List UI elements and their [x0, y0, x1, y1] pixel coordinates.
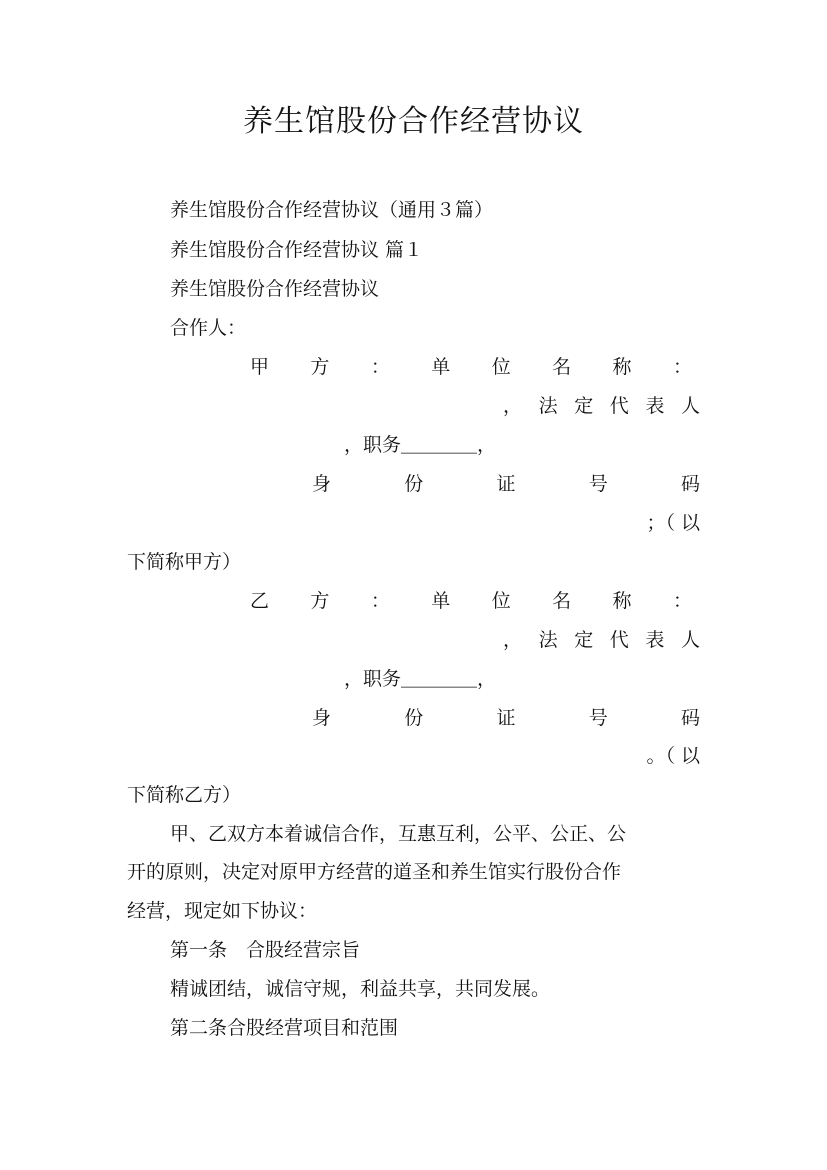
char: ： [672, 590, 692, 612]
preamble-line-2: 开的原则，决定对原甲方经营的道圣和养生馆实行股份合作 [127, 861, 622, 883]
subtitle-plain: 养生馆股份合作经营协议 [170, 278, 380, 300]
char: ， [503, 629, 523, 651]
char: 表 [645, 629, 665, 651]
char: 代 [609, 395, 629, 417]
party-b-id-number [312, 704, 700, 732]
char: 名 [552, 356, 572, 378]
party-a-id-number [312, 470, 700, 498]
char: 单 [431, 590, 451, 612]
char: ： [370, 356, 390, 378]
char: 位 [491, 590, 511, 612]
party-b-abbrev: 下简称乙方） [127, 784, 242, 806]
char: 份 [404, 707, 424, 729]
char: ： [672, 356, 692, 378]
party-a-unit-name [250, 353, 692, 381]
preamble-line-1: 甲、乙双方本着诚信合作，互惠互利，公平、公正、公 [170, 823, 627, 845]
partners-label: 合作人： [170, 317, 247, 339]
char: 称 [612, 356, 632, 378]
char: 代 [609, 629, 629, 651]
article-1-title: 第一条 合股经营宗旨 [170, 939, 361, 961]
char: 乙 [250, 590, 270, 612]
char: 方 [310, 356, 330, 378]
char: 证 [496, 473, 516, 495]
char: 人 [680, 395, 700, 417]
party-b-tail: 。（ 以 [646, 745, 700, 767]
char: 号 [588, 707, 608, 729]
char: 定 [574, 629, 594, 651]
party-b-legal-rep [503, 626, 700, 654]
char: 身 [312, 473, 332, 495]
char: 定 [574, 395, 594, 417]
party-a-abbrev: 下简称甲方） [127, 551, 242, 573]
article-1-body: 精诚团结，诚信守规，利益共享，共同发展。 [170, 978, 551, 1000]
char: 称 [612, 590, 632, 612]
char: 单 [431, 356, 451, 378]
char: 身 [312, 707, 332, 729]
char: 份 [404, 473, 424, 495]
char: ， [503, 395, 523, 417]
char: 法 [538, 395, 558, 417]
article-2-title: 第二条合股经营项目和范围 [170, 1017, 399, 1039]
char: 甲 [250, 356, 270, 378]
char: 位 [491, 356, 511, 378]
party-a-tail: ；（ 以 [646, 512, 700, 534]
char: 法 [538, 629, 558, 651]
char: 码 [680, 473, 700, 495]
char: 码 [680, 707, 700, 729]
party-b-unit-name [250, 587, 692, 615]
subtitle-general: 养生馆股份合作经营协议（通用３篇） [170, 199, 494, 221]
char: 人 [680, 629, 700, 651]
document-title: 养生馆股份合作经营协议 [243, 104, 584, 139]
party-b-position: ，职务＿＿＿＿， [344, 668, 497, 690]
party-a-legal-rep [503, 392, 700, 420]
char: 证 [496, 707, 516, 729]
subtitle-part1: 养生馆股份合作经营协议 篇１ [170, 239, 424, 261]
char: 名 [552, 590, 572, 612]
preamble-line-3: 经营，现定如下协议： [127, 900, 318, 922]
party-a-position: ，职务＿＿＿＿， [344, 434, 497, 456]
char: 号 [588, 473, 608, 495]
char: 方 [310, 590, 330, 612]
char: ： [370, 590, 390, 612]
char: 表 [645, 395, 665, 417]
